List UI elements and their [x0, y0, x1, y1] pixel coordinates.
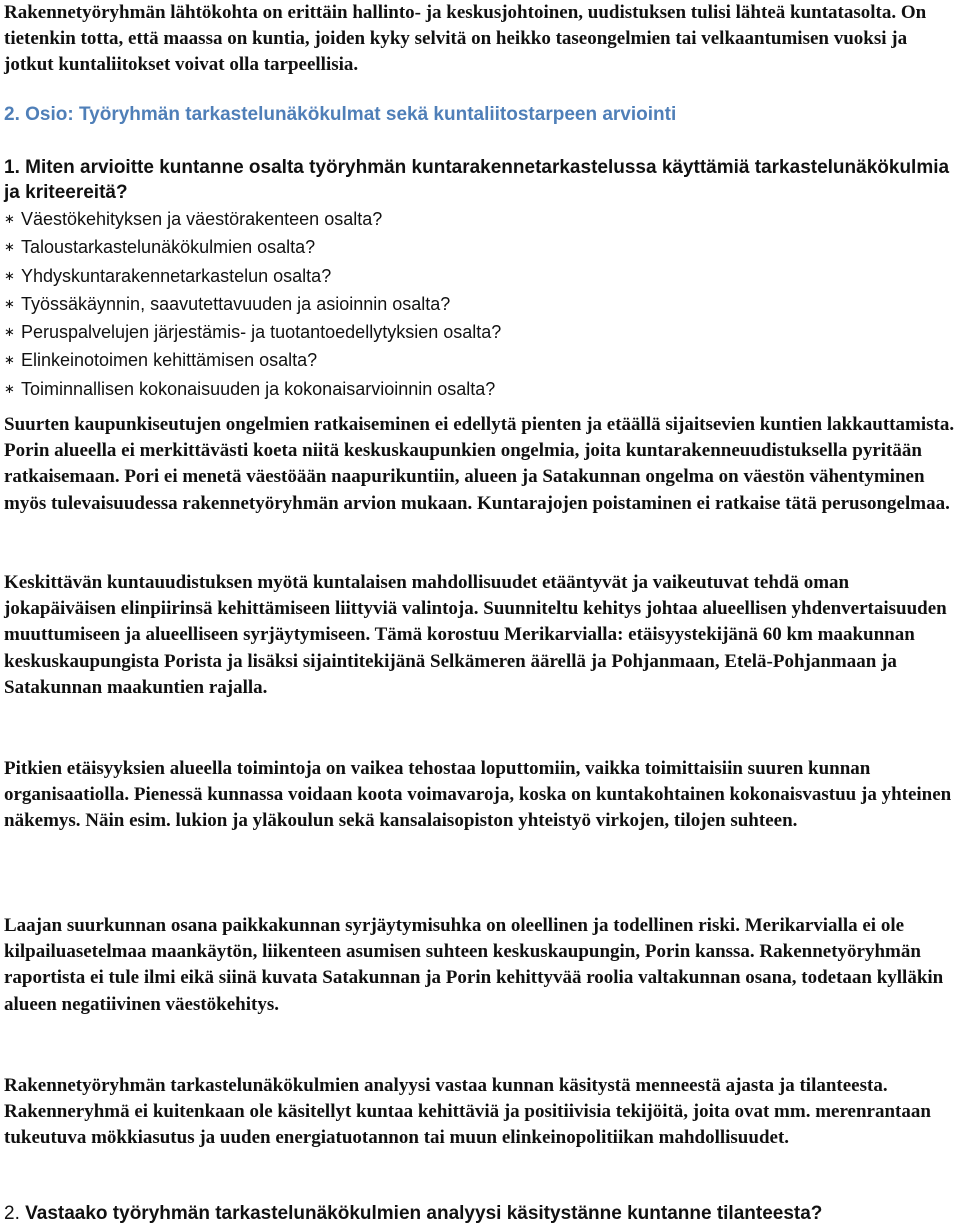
list-item: [4, 206, 954, 234]
list-item: [4, 319, 954, 347]
list-item: [4, 347, 954, 375]
question-2-number: 2.: [4, 1203, 20, 1224]
criterion-text: Peruspalvelujen järjestämis- ja tuotantoedellytyksien osalta?: [21, 322, 502, 343]
asterisk-bullet-icon: ∗: [4, 267, 15, 283]
criterion-text: Elinkeinotoimen kehittämisen osalta?: [21, 350, 318, 371]
asterisk-bullet-icon: ∗: [4, 239, 15, 255]
paragraph-centralizing-reform: Keskittävän kuntauudistuksen myötä kuntalaisen mahdollisuudet etääntyvät ja vaikeutuvat tehdä oman jokapäiväisen elinpiirinsä kehittämiseen liittyviä valintoja. Suunniteltu kehitys johtaa alueellisen yhdenvertaisuuden muuttumiseen ja alueelliseen syrjäytymiseen. Tämä korostuu Merikarvialla: etäisyystekijänä 60 km maakunnan keskuskaupungista Porista ja lisäksi sijaintitekijänä Selkämeren äärellä ja Pohjanmaan, Etelä-Pohjanmaan ja Satakunnan maakuntien rajalla.: [4, 572, 947, 698]
asterisk-bullet-icon: ∗: [4, 211, 15, 226]
list-item: [4, 263, 954, 291]
asterisk-bullet-icon: ∗: [4, 324, 15, 340]
paragraph-urban-problems: Suurten kaupunkiseutujen ongelmien ratkaiseminen ei edellytä pienten ja etäällä sijaitsevien kuntien lakkauttamista. Porin alueella ei merkittävästi koeta niitä keskuskaupunkien ongelmia, joita kuntarakenneuudistuksella pyritään ratkaisemaan. Pori ei menetä väestöään naapurikuntiin, alueen ja Satakunnan ongelma on väestön vähentyminen myös tulevaisuudessa rakennetyöryhmän arvion mukaan. Kuntarajojen poistaminen ei ratkaise tätä perusongelmaa.: [4, 414, 955, 514]
asterisk-bullet-icon: ∗: [4, 295, 15, 311]
question-2-text: Vastaako työryhmän tarkastelunäkökulmien analyysi käsitystänne kuntanne tilanteesta?: [25, 1203, 823, 1224]
question-1: 1. Miten arvioitte kuntanne osalta työryhmän kuntarakennetarkastelussa käyttämiä tarkastelunäkökulmia ja kriteereitä?: [4, 157, 950, 203]
intro-paragraph: Rakennetyöryhmän lähtökohta on erittäin hallinto- ja keskusjohtoinen, uudistuksen tulisi lähteä kuntatasolta. On tietenkin totta, että maassa on kuntia, joiden kyky selvitä on heikko taseongelmien tai velkaantumisen vuoksi ja jotkut kuntaliitokset voivat olla tarpeellisia.: [4, 2, 927, 75]
paragraph-analysis: Rakennetyöryhmän tarkastelunäkökulmien analyysi vastaa kunnan käsitystä menneestä ajasta ja tilanteesta. Rakenneryhmä ei kuitenkaan ole käsitellyt kuntaa kehittäviä ja positiivisia tekijöitä, joita ovat mm. merenrantaan tukeutuva mökkiasutus ja uuden energiatuotannon tai muun elinkeinopolitiikan mahdollisuudet.: [4, 1075, 931, 1149]
criterion-text: Työssäkäynnin, saavutettavuuden ja asioinnin osalta?: [21, 293, 451, 314]
asterisk-bullet-icon: ∗: [4, 352, 15, 368]
list-item: [4, 291, 954, 319]
list-item: [4, 234, 954, 262]
asterisk-bullet-icon: ∗: [4, 380, 15, 396]
section-heading: 2. Osio: Työryhmän tarkastelunäkökulmat sekä kuntaliitostarpeen arviointi: [4, 104, 677, 125]
paragraph-long-distances: Pitkien etäisyyksien alueella toimintoja on vaikea tehostaa loputtomiin, vaikka toimittaisiin suuren kunnan organisaatiolla. Pienessä kunnassa voidaan koota voimavaroja, koska on kuntakohtainen kokonaisvastuu ja yhteinen näkemys. Näin esim. lukion ja yläkoulun sekä kansalaisopiston yhteistyö virkojen, tilojen suhteen.: [4, 758, 952, 832]
list-item: [4, 376, 954, 404]
paragraph-exclusion-risk: Laajan suurkunnan osana paikkakunnan syrjäytymisuhka on oleellinen ja todellinen riski. Merikarvialla ei ole kilpailuasetelmaa maankäytön, liikenteen asumisen suhteen keskuskaupungin, Porin kanssa. Rakennetyöryhmän raportista ei tule ilmi eikä siinä kuvata Satakunnan ja Porin kehittyvää roolia valtakunnan osana, todetaan kylläkin alueen negatiivinen väestökehitys.: [4, 915, 944, 1015]
criteria-list: [4, 206, 954, 404]
criterion-text: Toiminnallisen kokonaisuuden ja kokonaisarvioinnin osalta?: [21, 378, 496, 399]
criterion-text: Väestökehityksen ja väestörakenteen osalta?: [21, 209, 383, 229]
criterion-text: Taloustarkastelunäkökulmien osalta?: [21, 237, 316, 258]
criterion-text: Yhdyskuntarakennetarkastelun osalta?: [21, 265, 332, 286]
question-2: [4, 1201, 954, 1227]
